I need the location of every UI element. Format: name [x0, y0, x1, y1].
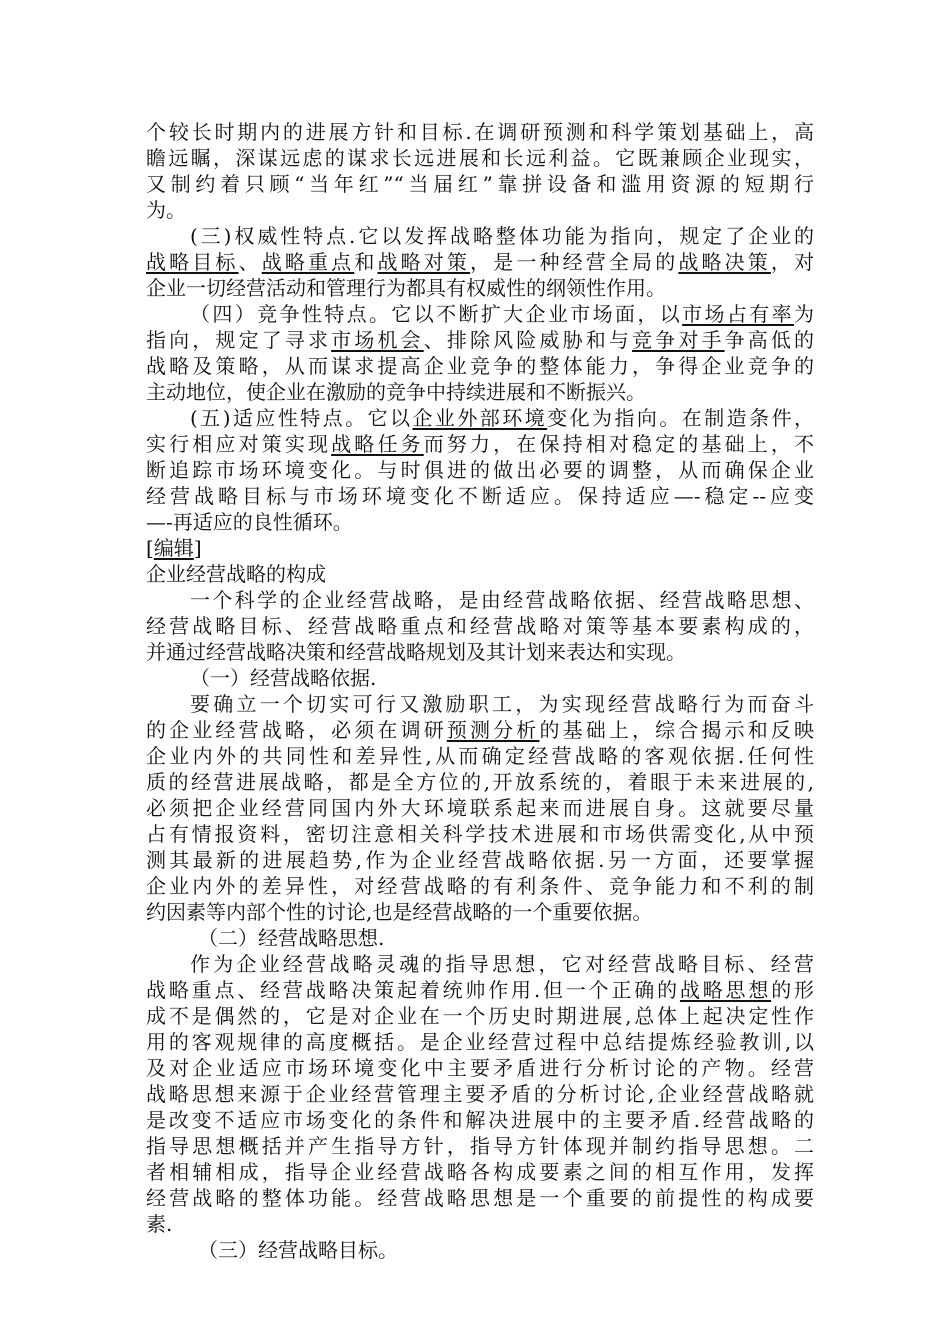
- paragraph: [146, 925, 814, 951]
- text-line: [146, 743, 814, 769]
- text-run: ，是一种经营全局的: [470, 250, 679, 274]
- text-line: [146, 1133, 814, 1159]
- text-run: 、排除风险威胁和与: [423, 328, 633, 352]
- text-run: 战略及策略，从而谋求提高企业竞争的整体能力，争得企业竞争的: [146, 354, 814, 378]
- text-run: 测其最新的进展趋势,作为企业经营战略依据.另一方面，还要掌握: [146, 848, 814, 872]
- text-run: [: [146, 536, 154, 560]
- text-run: 战略思想来源于企业经营管理主要矛盾的分析讨论,企业经营战略就: [146, 1082, 814, 1106]
- text-run: 企业经营战略的构成: [146, 562, 326, 586]
- wiki-link[interactable]: 预测分析: [446, 718, 540, 742]
- text-run: 素.: [146, 1212, 173, 1236]
- wiki-link[interactable]: 编辑: [153, 536, 194, 560]
- text-run: （四）竞争性特点。它以不断扩大企业市场面，以: [190, 302, 683, 326]
- text-run: 经营战略目标、经营战略重点和经营战略对策等基本要素构成的，: [146, 614, 814, 638]
- text-run: 瞻远瞩，深谋远虑的谋求长远进展和长远利益。它既兼顾企业现实，: [146, 146, 814, 170]
- text-line: [146, 1211, 814, 1237]
- wiki-link[interactable]: 战略对策: [377, 250, 471, 274]
- wiki-link[interactable]: 企业外部环境: [412, 406, 548, 430]
- text-line: [146, 925, 814, 951]
- text-line: [146, 899, 814, 925]
- text-line: [146, 587, 814, 613]
- text-run: （三）经营战略目标。: [198, 1238, 398, 1262]
- text-run: (三)权威性特点.它以发挥战略整体功能为指向，规定了企业的: [190, 224, 814, 248]
- text-run: —-再适应的良性循环。: [146, 510, 353, 534]
- text-run: 又制约着只顾“当年红”“当届红”靠拼设备和滥用资源的短期行: [146, 172, 814, 196]
- wiki-link[interactable]: 战略决策: [678, 250, 771, 274]
- text-run: 指导思想概括并产生指导方针，指导方针体现并制约指导思想。二: [146, 1134, 814, 1158]
- paragraph: [146, 535, 814, 561]
- text-run: 、: [238, 250, 262, 274]
- text-line: [146, 665, 814, 691]
- text-run: 的基础上，综合揭示和反映: [539, 718, 815, 742]
- wiki-link[interactable]: 战略重点: [261, 250, 355, 274]
- text-line: [146, 275, 814, 301]
- text-run: 是改变不适应市场变化的条件和解决进展中的主要矛盾.经营战略的: [146, 1108, 814, 1132]
- text-line: [146, 821, 814, 847]
- text-run: 主动地位，使企业在激励的竞争中持续进展和不断振兴。: [146, 380, 646, 404]
- text-line: [146, 197, 814, 223]
- text-run: 及对企业适应市场环境变化中主要矛盾进行分析讨论的产物。经营: [146, 1056, 814, 1080]
- text-line: [146, 301, 814, 327]
- text-run: 变化为指向。在制造条件，: [547, 406, 815, 430]
- text-run: 用的客观规律的高度概括。是企业经营过程中总结提炼经验教训,以: [146, 1030, 814, 1054]
- text-run: 企业一切经营活动和管理行为都具有权威性的纲领性作用。: [146, 276, 666, 300]
- text-run: 作为企业经营战略灵魂的指导思想，它对经营战略目标、经营: [190, 952, 814, 976]
- paragraph: [146, 561, 814, 587]
- text-run: （一）经营战略依据.: [190, 666, 377, 690]
- text-run: 实行相应对策实现: [146, 432, 332, 456]
- text-line: [146, 1081, 814, 1107]
- text-line: [146, 483, 814, 509]
- text-run: 为。: [146, 198, 186, 222]
- text-run: 而努力，在保持相对稳定的基础上，不: [423, 432, 815, 456]
- text-run: 为: [794, 302, 815, 326]
- text-line: [146, 1055, 814, 1081]
- wiki-link[interactable]: 战略目标: [146, 250, 239, 274]
- text-run: 战略重点、经营战略决策起着统帅作用.但一个正确的: [146, 978, 680, 1002]
- text-line: [146, 1003, 814, 1029]
- text-line: [146, 1029, 814, 1055]
- text-line: [146, 769, 814, 795]
- paragraph: [146, 301, 814, 405]
- text-line: [146, 1159, 814, 1185]
- text-run: 的形: [771, 978, 815, 1002]
- text-line: [146, 145, 814, 171]
- text-run: 争高低的: [724, 328, 815, 352]
- text-line: [146, 119, 814, 145]
- text-line: [146, 509, 814, 535]
- text-line: [146, 249, 814, 275]
- document-body: [146, 119, 814, 1263]
- text-line: [146, 717, 814, 743]
- text-line: [146, 795, 814, 821]
- text-line: [146, 847, 814, 873]
- text-line: [146, 431, 814, 457]
- text-line: [146, 457, 814, 483]
- wiki-link[interactable]: 竞争对手: [632, 328, 725, 352]
- text-run: 并通过经营战略决策和经营战略规划及其计划来表达和实现。: [146, 640, 686, 664]
- wiki-link[interactable]: 战略思想: [679, 978, 772, 1002]
- text-line: [146, 639, 814, 665]
- text-run: 个较长时期内的进展方针和目标.在调研预测和科学策划基础上，高: [146, 120, 814, 144]
- text-run: 的企业经营战略，必须在调研: [146, 718, 447, 742]
- text-line: [146, 353, 814, 379]
- text-run: 经营战略的整体功能。经营战略思想是一个重要的前提性的构成要: [146, 1186, 814, 1210]
- text-line: [146, 977, 814, 1003]
- text-line: [146, 171, 814, 197]
- text-run: 者相辅相成，指导企业经营战略各构成要素之间的相互作用，发挥: [146, 1160, 814, 1184]
- paragraph: [146, 691, 814, 925]
- text-line: [146, 535, 814, 561]
- text-line: [146, 873, 814, 899]
- text-run: 要确立一个切实可行又激励职工，为实现经营战略行为而奋斗: [190, 692, 814, 716]
- text-run: 成不是偶然的，它是对企业在一个历史时期进展,总体上起决定性作: [146, 1004, 814, 1028]
- text-run: 占有情报资料，密切注意相关科学技术进展和市场供需变化,从中预: [146, 822, 814, 846]
- text-line: [146, 379, 814, 405]
- paragraph: [146, 587, 814, 665]
- text-run: （二）经营战略思想.: [198, 926, 385, 950]
- text-run: (五)适应性特点。它以: [190, 406, 413, 430]
- text-run: 企业内外的共同性和差异性,从而确定经营战略的客观依据.任何性: [146, 744, 814, 768]
- text-run: 企业内外的差异性，对经营战略的有利条件、竞争能力和不利的制: [146, 874, 814, 898]
- wiki-link[interactable]: 战略任务: [331, 432, 424, 456]
- text-line: [146, 327, 814, 353]
- text-run: ，对: [770, 250, 815, 274]
- paragraph: [146, 405, 814, 535]
- paragraph: [146, 119, 814, 223]
- text-run: 一个科学的企业经营战略，是由经营战略依据、经营战略思想、: [190, 588, 814, 612]
- text-run: 和: [354, 250, 378, 274]
- text-line: [146, 561, 814, 587]
- paragraph: [146, 1237, 814, 1263]
- text-line: [146, 1237, 814, 1263]
- text-line: [146, 691, 814, 717]
- text-line: [146, 1185, 814, 1211]
- wiki-link[interactable]: 市场占有率: [682, 302, 795, 326]
- text-line: [146, 405, 814, 431]
- text-run: ]: [193, 536, 202, 560]
- paragraph: [146, 223, 814, 301]
- text-run: 必须把企业经营同国内外大环境联系起来而进展自身。这就要尽量: [146, 796, 814, 820]
- text-line: [146, 1107, 814, 1133]
- paragraph: [146, 665, 814, 691]
- text-run: 断追踪市场环境变化。与时俱进的做出必要的调整，从而确保企业: [146, 458, 814, 482]
- text-run: 约因素等内部个性的讨论,也是经营战略的一个重要依据。: [146, 900, 653, 924]
- text-line: [146, 223, 814, 249]
- paragraph: [146, 951, 814, 1237]
- wiki-link[interactable]: 市场机会: [331, 328, 424, 352]
- text-run: 质的经营进展战略，都是全方位的,开放系统的，着眼于未来进展的,: [146, 770, 814, 794]
- text-line: [146, 613, 814, 639]
- text-run: 经营战略目标与市场环境变化不断适应。保持适应—-稳定--应变: [146, 484, 814, 508]
- text-run: 指向，规定了寻求: [146, 328, 332, 352]
- text-line: [146, 951, 814, 977]
